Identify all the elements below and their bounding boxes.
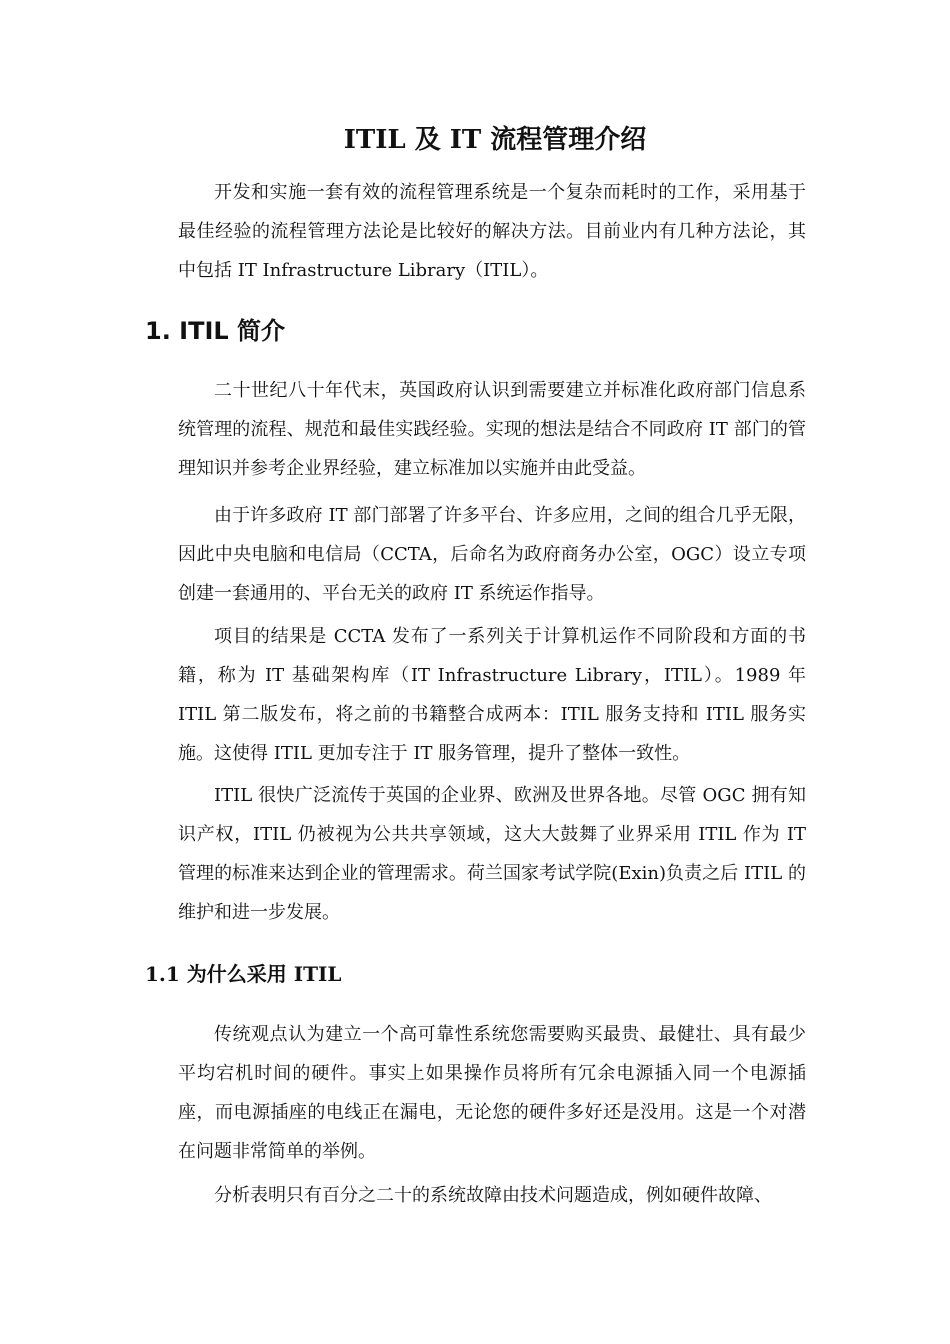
document-title: ITIL 及 IT 流程管理介绍 (343, 125, 647, 155)
section-1-1-paragraph-1: 传统观点认为建立一个高可靠性系统您需要购买最贵、最健壮、具有最少平均宕机时间的硬件。事实上如果操作员将所有冗余电源插入同一个电源插座，而电源插座的电线正在漏电，无论您的硬件多好还是没用。这是一个对潜在问题非常简单的举例。 (178, 1024, 806, 1162)
section-1-paragraph-3: 项目的结果是 CCTA 发布了一系列关于计算机运作不同阶段和方面的书籍，称为 IT 基础架构库（IT Infrastructure Library，ITIL）。1989 年 ITIL 第二版发布，将之前的书籍整合成两本：ITIL 服务支持和 ITIL 服务实施。这使得 ITIL 更加专注于 IT 服务管理，提升了整体一致性。 (178, 626, 806, 764)
section-1-paragraph-1: 二十世纪八十年代末，英国政府认识到需要建立并标准化政府部门信息系统管理的流程、规范和最佳实践经验。实现的想法是结合不同政府 IT 部门的管理知识并参考企业界经验，建立标准加以实施并由此受益。 (178, 380, 806, 479)
intro-paragraph: 开发和实施一套有效的流程管理系统是一个复杂而耗时的工作，采用基于最佳经验的流程管理方法论是比较好的解决方法。目前业内有几种方法论，其中包括 IT Infrastructure Library（ITIL）。 (178, 182, 806, 281)
section-1-paragraph-4: ITIL 很快广泛流传于英国的企业界、欧洲及世界各地。尽管 OGC 拥有知识产权，ITIL 仍被视为公共共享领域，这大大鼓舞了业界采用 ITIL 作为 IT 管理的标准来达到企业的管理需求。荷兰国家考试学院(Exin)负责之后 ITIL 的维护和进一步发展。 (178, 785, 806, 923)
section-1-paragraph-2: 由于许多政府 IT 部门部署了许多平台、许多应用，之间的组合几乎无限，因此中央电脑和电信局（CCTA，后命名为政府商务办公室，OGC）设立专项创建一套通用的、平台无关的政府 IT 系统运作指导。 (178, 505, 806, 604)
section-1-1-heading: 1.1 为什么采用 ITIL (145, 962, 342, 986)
section-1-1-paragraph-2: 分析表明只有百分之二十的系统故障由技术问题造成，例如硬件故障、 (214, 1185, 772, 1206)
section-1-heading: 1. ITIL 简介 (145, 317, 286, 345)
